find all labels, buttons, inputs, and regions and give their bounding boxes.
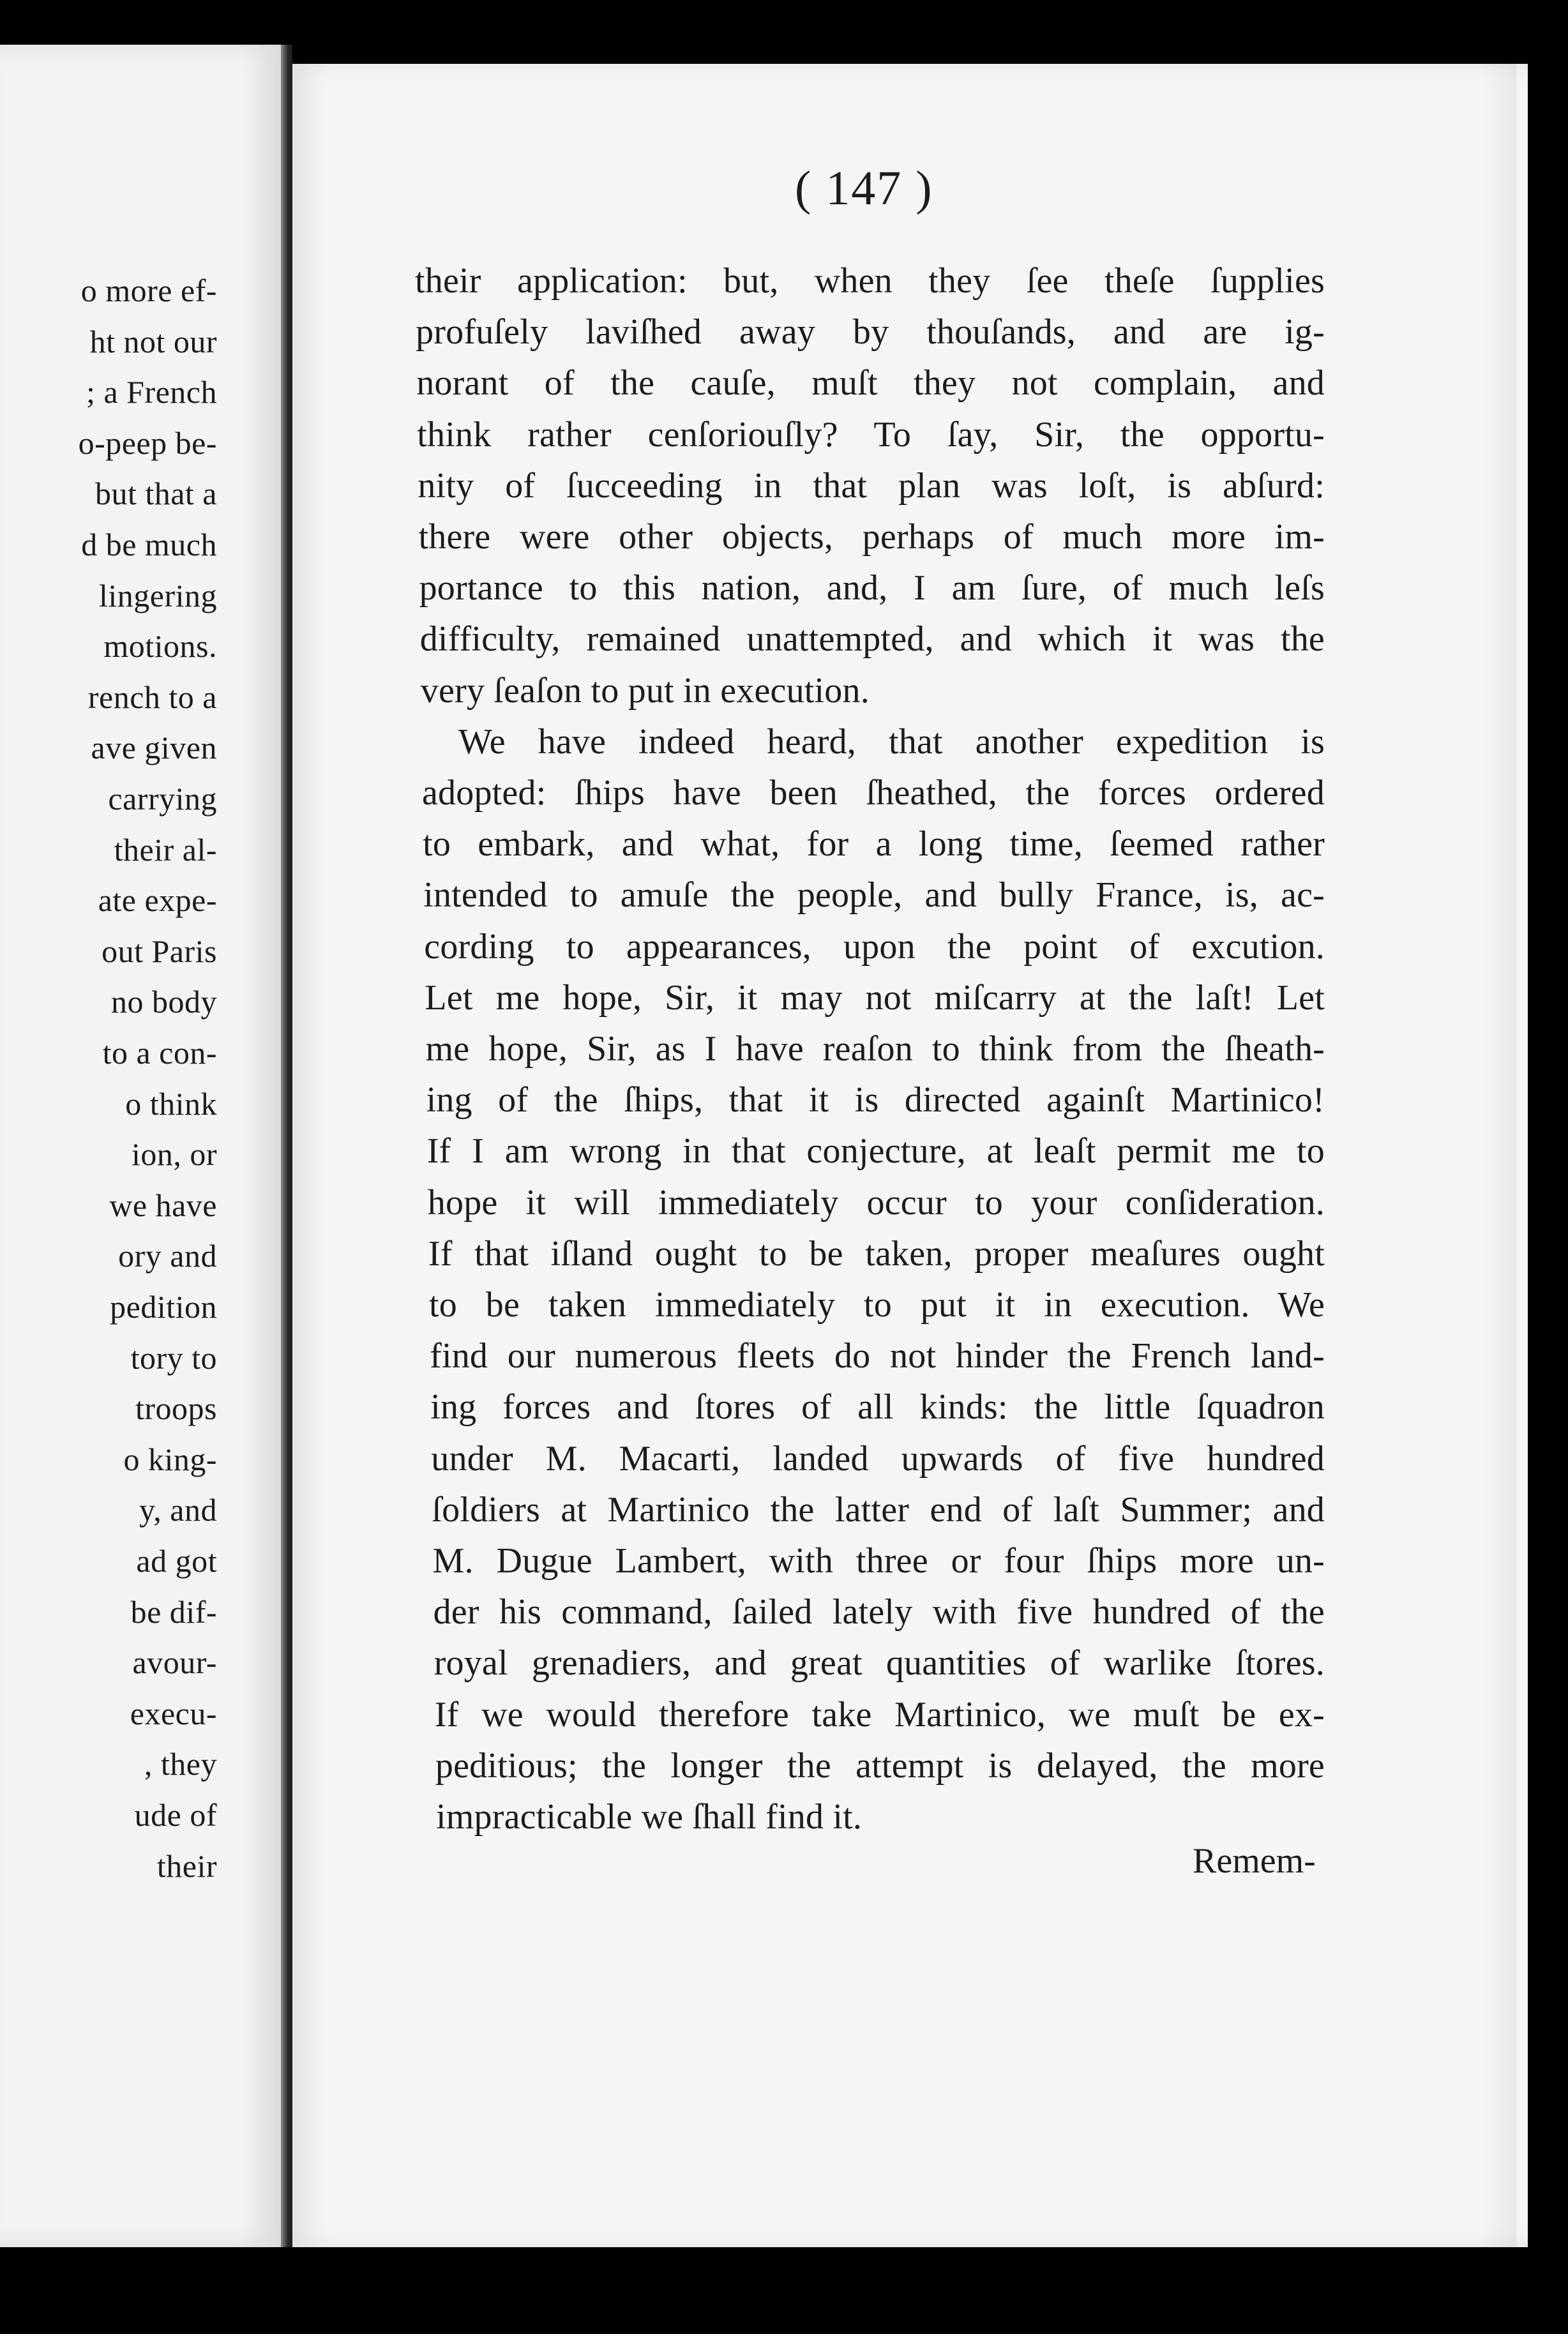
left-page-line: their	[156, 1848, 217, 1884]
left-page-line: their al-	[114, 831, 217, 868]
text-line: think rather cenſoriouſly? To ſay, Sir, the opportu-	[417, 414, 1325, 455]
left-page-line: o king-	[123, 1441, 217, 1477]
text-line: der his command, ſailed lately with five hundred of the	[433, 1592, 1325, 1632]
text-line: very ſeaſon to put in execution.	[420, 670, 870, 711]
text-line: If I am wrong in that conjecture, at leaſt permit me to	[426, 1131, 1325, 1171]
text-line: We have indeed heard, that another expedition is	[458, 721, 1325, 762]
left-page	[0, 45, 281, 2247]
text-line: If that iſland ought to be taken, proper meaſures ought	[428, 1233, 1325, 1274]
left-page-line: ad got	[136, 1543, 217, 1579]
left-page-line: we have	[109, 1187, 217, 1223]
text-line: under M. Macarti, landed upwards of five hundred	[431, 1438, 1325, 1479]
left-page-line: o think	[125, 1085, 217, 1122]
text-line: adopted: ſhips have been ſheathed, the forces ordered	[422, 773, 1325, 813]
text-line: their application: but, when they ſee theſe ſupplies	[415, 261, 1325, 301]
text-line: ing forces and ſtores of all kinds: the little ſquadron	[430, 1387, 1325, 1427]
left-page-line: y, and	[139, 1492, 217, 1528]
text-line: find our numerous fleets do not hinder the French land-	[430, 1336, 1325, 1376]
left-page-line: execu-	[130, 1695, 217, 1731]
left-page-line: carrying	[108, 781, 217, 817]
text-line: royal grenadiers, and great quantities of warlike ſtores.	[433, 1643, 1325, 1683]
left-page-line: o more ef-	[80, 273, 217, 308]
text-line: ing of the ſhips, that it is directed againſt Martinico!	[426, 1080, 1325, 1120]
left-page-line: be dif-	[130, 1593, 217, 1630]
left-page-line: ave given	[91, 730, 217, 766]
left-page-line: d be much	[81, 527, 217, 562]
text-line: portance to this nation, and, I am ſure, of much leſs	[419, 568, 1325, 608]
text-line: peditious; the longer the attempt is delayed, the more	[435, 1745, 1325, 1786]
left-page-line: to a con-	[102, 1035, 217, 1071]
text-line: M. Dugue Lambert, with three or four ſhips more un-	[432, 1541, 1325, 1581]
text-line: If we would therefore take Martinico, we muſt be ex-	[434, 1694, 1325, 1735]
text-line: nity of ſucceeding in that plan was loſt, is abſurd:	[418, 465, 1325, 506]
page-number: ( 147 )	[795, 162, 933, 215]
text-line: difficulty, remained unattempted, and which it was the	[419, 619, 1325, 659]
text-line: Let me hope, Sir, it may not miſcarry at the laſt! Let	[425, 977, 1325, 1018]
left-page-line: pedition	[110, 1289, 217, 1325]
catchword: Remem-	[1193, 1841, 1316, 1881]
left-page-line: ory and	[118, 1238, 217, 1274]
left-page-line: lingering	[98, 577, 217, 614]
text-line: impracticable we ſhall find it.	[436, 1797, 863, 1837]
left-page-line: tory to	[130, 1339, 217, 1376]
left-page-line: no body	[111, 984, 217, 1020]
left-page-line: ; a French	[86, 374, 217, 410]
text-line: ſoldiers at Martinico the latter end of laſt Summer; and	[432, 1489, 1325, 1530]
left-page-line: o-peep be-	[78, 425, 217, 461]
left-page-line: ude of	[134, 1797, 217, 1833]
text-line: cording to appearances, upon the point of excution.	[424, 926, 1325, 967]
text-line: profuſely laviſhed away by thouſands, and are ig-	[416, 312, 1325, 352]
left-page-line: avour-	[132, 1645, 217, 1681]
left-page-line: , they	[144, 1746, 217, 1782]
text-line: norant of the cauſe, muſt they not complain, and	[416, 363, 1325, 403]
left-page-line: out Paris	[102, 933, 217, 969]
left-page-line: ate expe-	[98, 882, 217, 919]
text-line: there were other objects, perhaps of much more im-	[418, 517, 1325, 557]
text-line: hope it will immediately occur to your conſideration.	[427, 1182, 1325, 1223]
text-line: intended to amuſe the people, and bully France, is, ac-	[423, 875, 1325, 915]
book-gutter	[281, 45, 292, 2247]
text-line: to be taken immediately to put it in execution. We	[429, 1285, 1325, 1325]
text-line: me hope, Sir, as I have reaſon to think from the ſheath-	[425, 1029, 1325, 1069]
left-page-line: rench to a	[87, 679, 217, 715]
left-page-line: but that a	[94, 476, 217, 512]
left-page-line: ion, or	[131, 1136, 217, 1173]
left-page-line: troops	[135, 1390, 217, 1427]
left-page-line: motions.	[103, 628, 217, 665]
text-line: to embark, and what, for a long time, ſeemed rather	[423, 824, 1325, 864]
left-page-line: ht not our	[89, 323, 217, 359]
page-edge-shadow	[1481, 64, 1516, 2247]
